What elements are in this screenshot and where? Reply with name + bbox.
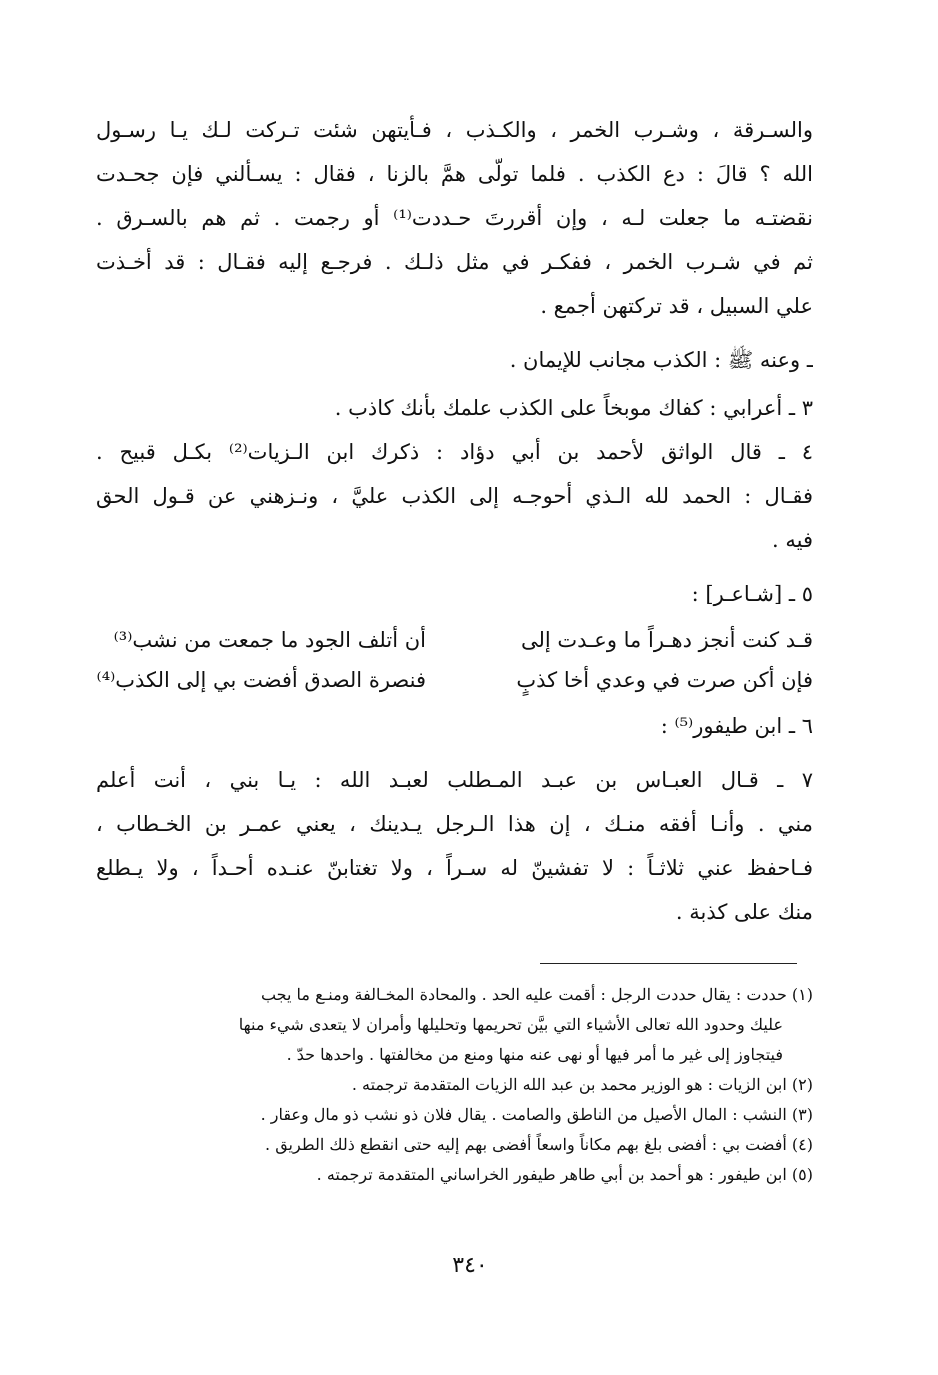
text-line: علي السبيل ، قد تركتهن أجمع . [540, 294, 813, 318]
item-7-line: فـاحفظ عني ثلاثـاً : لا تفشينّ له سـراً ، ولا تغتابنّ عنـده أحـداً ، ولا يـطلع [96, 856, 813, 880]
footnote-3: (٣) النشب : المال الأصيل من الناطق والصامت . يقال فلان ذو نشب ذو مال وعقار . [260, 1105, 813, 1124]
footnote-divider [540, 963, 797, 964]
item-7-line: منك على كذبة . [675, 900, 813, 924]
poem-verse [96, 620, 813, 660]
poem-first-hemistich: فإن أكن صرت في وعدي أخا كذبٍ [516, 668, 813, 692]
poem-second-hemistich: أن أتلف الجود ما جمعت من نشب⁽³⁾ [113, 628, 426, 652]
footnote-5: (٥) ابن طيفور : هو أحمد بن أبي طاهر طيفور الخراساني المتقدمة ترجمته . [316, 1165, 813, 1184]
item-4-line: فيه . [772, 528, 813, 552]
text-line: نقضتـه ما جعلت لـه ، وإن أقررتَ حـددت⁽¹⁾ أو رجمت . ثم هم بالسـرق . [96, 206, 813, 230]
poem-first-hemistich: قـد كنت أنجز دهـراً ما وعـدت إلى [520, 628, 813, 652]
item-3: ٣ ـ أعرابي : كفاك موبخاً على الكذب علمك بأنك كاذب . [334, 396, 813, 420]
item-7-line: مني . وأنـا أفقه منـك ، إن هذا الـرجل يـدينك ، يعني عمـر بن الخـطاب ، [96, 812, 813, 836]
text-line: ثم في شـرب الخمر ، ففكـر في مثل ذلـك . فرجـع إليه فقـال : قد أخـذت [96, 250, 813, 274]
text-line: والسـرقة ، وشـرب الخمر ، والكـذب ، فـأيتهن شئت تـركت لـك يـا رسـول [96, 118, 813, 142]
item-6: ٦ ـ ابن طيفور⁽⁵⁾ : [660, 714, 813, 738]
footnote-4: (٤) أفضت بي : أفضى بلغ بهم مكاناً واسعاً أفضى بهم إليه حتى انقطع ذلك الطريق . [265, 1135, 813, 1154]
footnote-1-cont: عليك وحدود الله تعالى الأشياء التي بيَّن تحريمها وتحليلها وأمران لا يتعدى شيء منها [238, 1015, 783, 1034]
item-7-line: ٧ ـ قـال العبـاس بن عبـد المـطلب لعبـد الله : يـا بني ، أنت أعلم [96, 768, 813, 792]
footnote-1-cont: فيتجاوز إلى غير ما أمر فيها أو نهى عنه منها ومنع من مخالفتها . واحدها حدّ . [286, 1045, 783, 1064]
footnote-1: (١) حددت : يقال حددت الرجل : أقمت عليه الحد . والمحادة المخـالفة ومنـع ما يجب [260, 985, 813, 1004]
item-5: ٥ ـ [شـاعـر] : [691, 582, 813, 606]
item-4-line: فقـال : الحمد لله الـذي أحوجـه إلى الكذب عليَّ ، ونـزهني عن قـول الحق [96, 484, 813, 508]
hadith-line: ـ وعنه ﷺ : الكذب مجانب للإيمان . [509, 348, 813, 372]
footnote-2: (٢) ابن الزيات : هو الوزير محمد بن عبد الله الزيات المتقدمة ترجمته . [351, 1075, 813, 1094]
item-4-line: ٤ ـ قال الواثق لأحمد بن أبي دؤاد : ذكرك ابن الـزيات⁽²⁾ بكـل قبيح . [96, 440, 813, 464]
page-number: ٣٤٠ [452, 1253, 488, 1278]
main-text [96, 108, 813, 934]
poem-second-hemistich: فنصرة الصدق أفضت بي إلى الكذب⁽⁴⁾ [96, 668, 426, 692]
footnotes [96, 980, 813, 1190]
poem-verse [96, 660, 813, 700]
text-line: الله ؟ قالَ : دع الكذب . فلما تولّى همَّ بالزنا ، فقال : يسـألني فإن جحـدت [96, 162, 813, 186]
